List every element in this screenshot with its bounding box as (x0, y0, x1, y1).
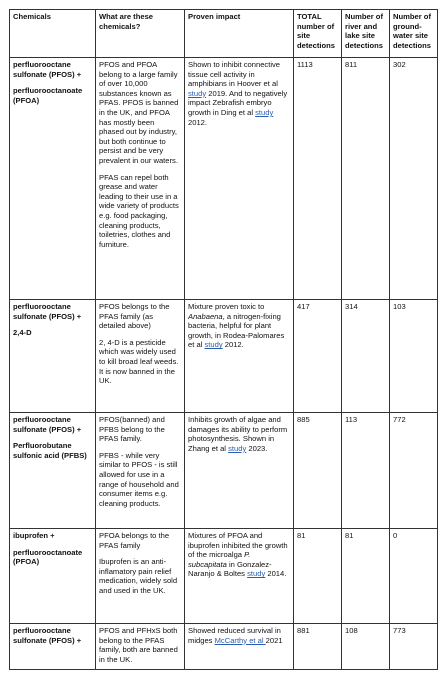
description-text: PFOS and PFHxS both belong to the PFAS family, both are banned in the UK. (99, 626, 178, 664)
header-row (10, 10, 438, 58)
chemical-secondary: perfluorooctanoate (PFOA) (13, 547, 83, 567)
impact-text: Mixture proven toxic to (188, 302, 265, 311)
description-cell (96, 300, 185, 413)
study-link[interactable]: study (228, 443, 247, 453)
description-text: PFOS and PFOA belong to a large family of over 10,000 substances known as PFAS. PFOS is banned in the UK, and PFOA has mostly been phased out by industry, but both continue to persist and be very prevalent in our waters. (99, 60, 179, 165)
chemical-secondary: perfluorooctanoate (PFOA) (13, 86, 83, 105)
impact-text: Mixtures of PFOA and ibuprofen inhibited the growth of the microalga (188, 531, 288, 560)
table-row (10, 413, 438, 529)
header-river: Number of river and lake site detections (342, 10, 390, 58)
chemical-primary: perfluorooctane sulfonate (PFOS) + (13, 60, 82, 79)
ground-count: 773 (390, 624, 438, 670)
ground-count: 103 (390, 300, 438, 413)
total-count: 81 (294, 529, 342, 624)
study-link[interactable]: study (255, 107, 274, 117)
river-count: 811 (342, 58, 390, 300)
chemicals-cell (10, 300, 96, 413)
river-count: 113 (342, 413, 390, 529)
impact-text: 2014. (265, 569, 287, 579)
impact-cell (185, 624, 294, 670)
description-text: 2, 4-D is a pesticide which was widely used to kill broad leaf weeds. It is now banned in the UK. (99, 337, 179, 386)
study-link[interactable]: study (188, 88, 207, 98)
chemical-secondary: Perfluorobutane sulfonic acid (PFBS) (13, 441, 87, 460)
study-link[interactable]: study (247, 569, 266, 579)
chemical-mixtures-table (9, 9, 438, 670)
impact-text: Shown to inhibit connective tissue cell activity in amphibians in Hoover et al (188, 60, 281, 89)
study-link[interactable]: study (204, 340, 223, 350)
chemical-primary: perfluorooctane sulfonate (PFOS) + (13, 626, 82, 645)
description-text: Ibuprofen is an anti-inflamatory pain relief medication, widely sold and used in the UK. (99, 557, 178, 595)
impact-text: 2019. And to negatively impact Zebrafish embryo growth in Ding et al (188, 88, 288, 117)
impact-text: Showed reduced survival in midges (188, 626, 281, 645)
description-cell (96, 413, 185, 529)
header-total: TOTAL number of site detections (294, 10, 342, 58)
ground-count: 0 (390, 529, 438, 624)
chemical-secondary: 2,4-D (13, 328, 32, 338)
ground-count: 772 (390, 413, 438, 529)
table-row (10, 529, 438, 624)
description-text: PFOS(banned) and PFBS belong to the PFAS family. (99, 415, 165, 444)
river-count: 81 (342, 529, 390, 624)
table-row (10, 58, 438, 300)
ground-count: 302 (390, 58, 438, 300)
description-text: PFBS - while very similar to PFOS - is still allowed for use in a range of household and consumer items e.g. cleaning products. (99, 450, 179, 508)
impact-cell (185, 413, 294, 529)
description-cell (96, 58, 185, 300)
total-count: 881 (294, 624, 342, 670)
chemicals-cell (10, 58, 96, 300)
table-row (10, 300, 438, 413)
impact-text: 2012. (188, 117, 208, 127)
chemicals-cell (10, 624, 96, 670)
chemicals-cell (10, 529, 96, 624)
impact-text: 2023. (246, 443, 268, 453)
description-cell (96, 529, 185, 624)
impact-text: Inhibits growth of algae and damages its ability to perform photosynthesis. Shown in Zhang et al (188, 415, 288, 453)
total-count: 1113 (294, 58, 342, 300)
impact-text: in Gonzalez-Naranjo & Boltes (188, 559, 272, 579)
chemical-primary: ibuprofen + (13, 531, 55, 540)
description-text: PFOS belongs to the PFAS family (as detailed above) (99, 302, 170, 331)
impact-cell (185, 300, 294, 413)
study-link[interactable]: McCarthy et al (214, 635, 266, 645)
chemicals-cell (10, 413, 96, 529)
organism-name: P. subcapitata (188, 550, 251, 569)
header-what: What are these chemicals? (96, 10, 185, 58)
header-impact: Proven impact (185, 10, 294, 58)
chemical-primary: perfluorooctane sulfonate (PFOS) + (13, 415, 82, 434)
total-count: 417 (294, 300, 342, 413)
river-count: 108 (342, 624, 390, 670)
impact-text: 2012. (222, 340, 244, 350)
chemical-primary: perfluorooctane sulfonate (PFOS) + (13, 302, 82, 321)
organism-name: Anabaena (188, 311, 223, 321)
header-ground: Number of ground-water site detections (390, 10, 438, 58)
description-text: PFAS can repel both grease and water leading to their use in a wide variety of products e.g. food packaging, cleaning products, toiletries, clothes and furniture. (99, 172, 179, 249)
river-count: 314 (342, 300, 390, 413)
table-row (10, 624, 438, 670)
description-cell (96, 624, 185, 670)
impact-cell (185, 58, 294, 300)
impact-text: , a nitrogen-fixing bacteria, helpful for plant growth, in Rodea-Palomares et al (188, 311, 285, 350)
impact-cell (185, 529, 294, 624)
description-text: PFOA belongs to the PFAS family (99, 531, 170, 550)
header-chemicals: Chemicals (10, 10, 96, 58)
total-count: 885 (294, 413, 342, 529)
impact-text: 2021 (265, 635, 283, 645)
